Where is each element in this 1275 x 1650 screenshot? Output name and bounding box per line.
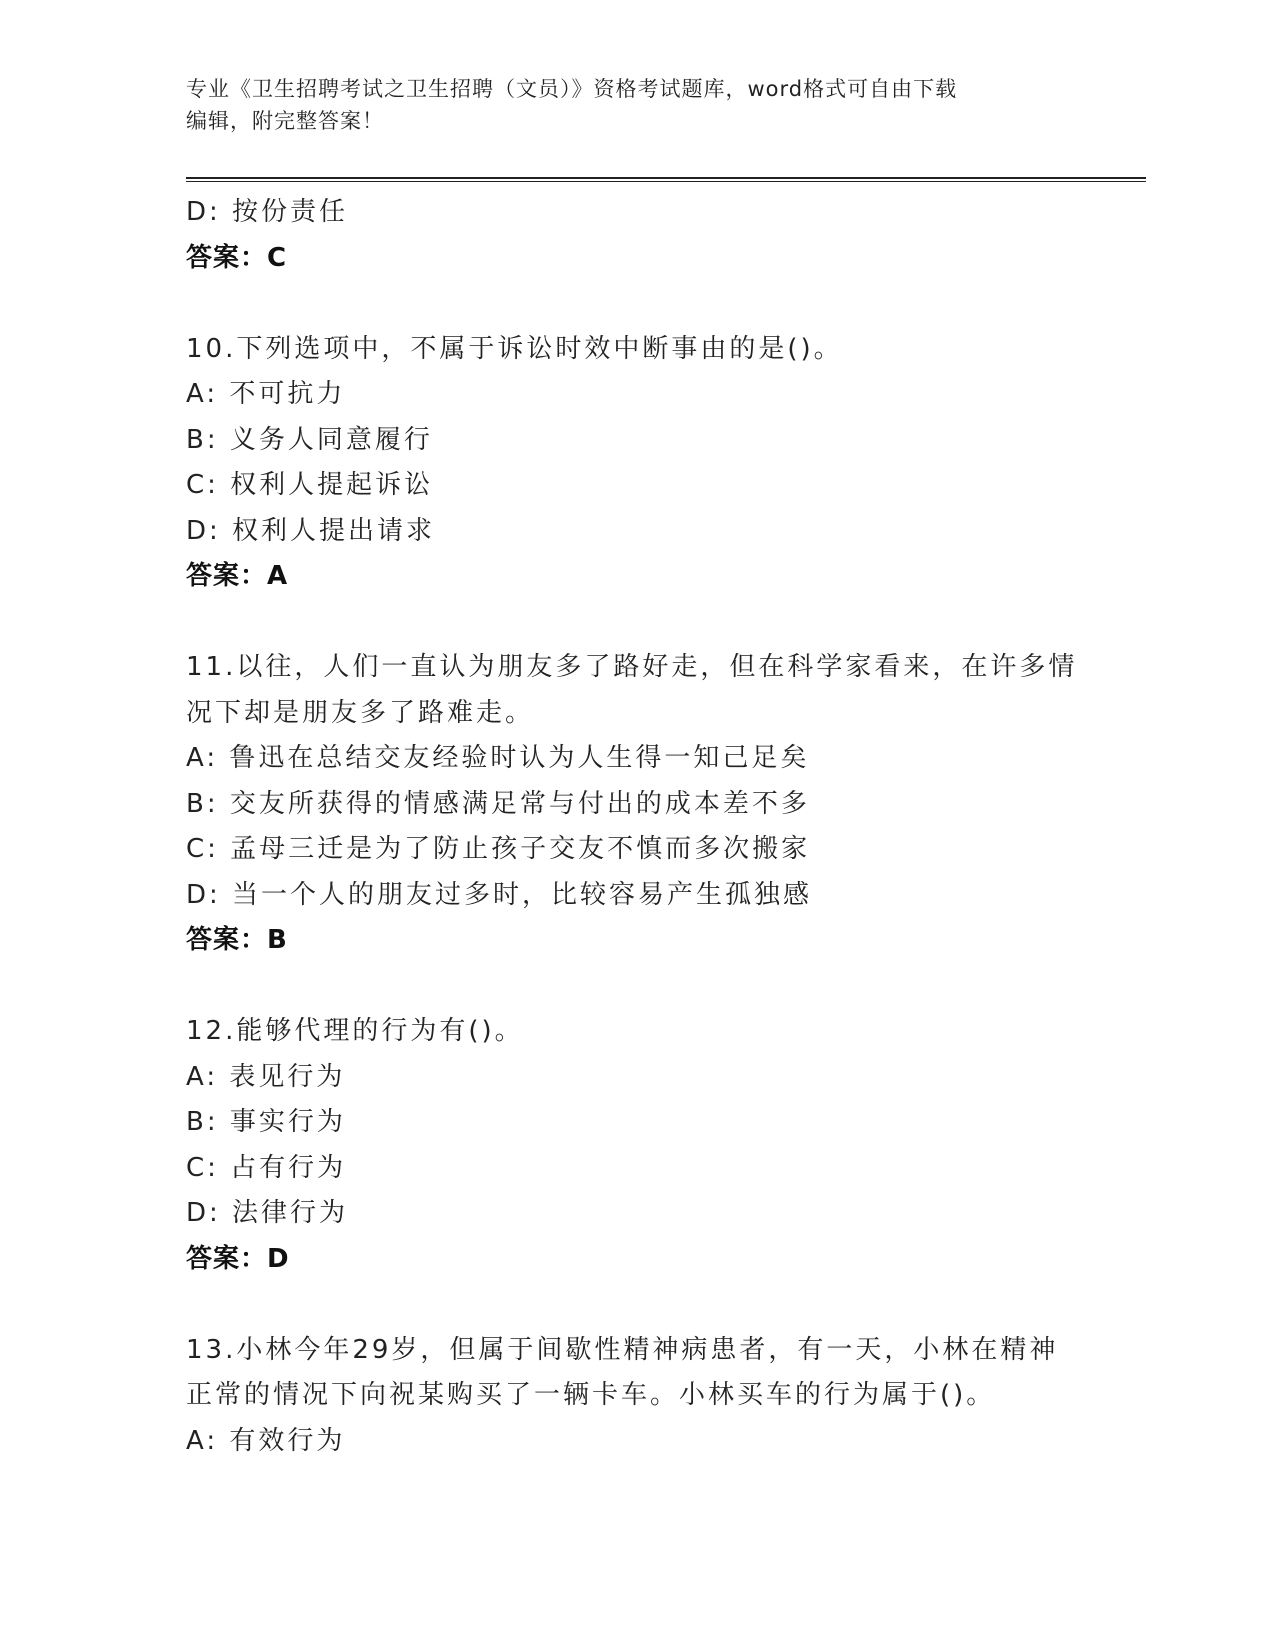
option-c: C: 占有行为 [186,1152,347,1183]
option-b: B: 交友所获得的情感满足常与付出的成本差不多 [186,788,810,819]
answer-line: 答案：D [186,1243,290,1274]
answer-line: 答案：B [186,925,288,955]
option-d: D: 权利人提出请求 [186,515,436,546]
question-stem: 12.能够代理的行为有()。 [186,1016,524,1046]
option-d: D: 当一个人的朋友过多时，比较容易产生孤独感 [186,879,813,910]
answer-line: 答案：A [186,561,289,591]
header-divider [186,177,1146,182]
option-c: C: 权利人提起诉讼 [186,470,434,500]
option-b: B: 事实行为 [186,1107,346,1137]
option-a: A: 鲁迅在总结交友经验时认为人生得一知己足矣 [186,743,810,773]
option-c: C: 孟母三迁是为了防止孩子交友不慎而多次搬家 [186,834,811,864]
header-line-1: 专业《卫生招聘考试之卫生招聘（文员）》资格考试题库，word格式可自由下载 [186,77,958,101]
question-stem: 11.以往，人们一直认为朋友多了路好走，但在科学家看来，在许多情 [186,652,1078,682]
question-13 [186,1328,1146,1465]
option-a: A: 有效行为 [186,1425,346,1456]
option-d: D: 法律行为 [186,1198,349,1228]
question-11 [186,645,1146,964]
question-10 [186,327,1146,600]
option-a: A: 不可抗力 [186,379,346,409]
question-12 [186,1009,1146,1282]
option-a: A: 表见行为 [186,1061,346,1092]
document-body [186,190,1146,1464]
carryover-question-9 [186,190,1146,281]
header-line-2: 编辑，附完整答案！ [186,109,384,133]
page-header [186,73,1086,137]
answer-line: 答案：C [186,242,288,273]
question-stem-cont: 正常的情况下向祝某购买了一辆卡车。小林买车的行为属于()。 [186,1380,996,1410]
question-stem: 13.小林今年29岁，但属于间歇性精神病患者，有一天，小林在精神 [186,1334,1059,1365]
question-stem: 10.下列选项中，不属于诉讼时效中断事由的是()。 [186,333,843,364]
question-stem-cont: 况下却是朋友多了路难走。 [186,697,535,728]
option-d: D: 按份责任 [186,197,349,227]
option-b: B: 义务人同意履行 [186,424,433,455]
